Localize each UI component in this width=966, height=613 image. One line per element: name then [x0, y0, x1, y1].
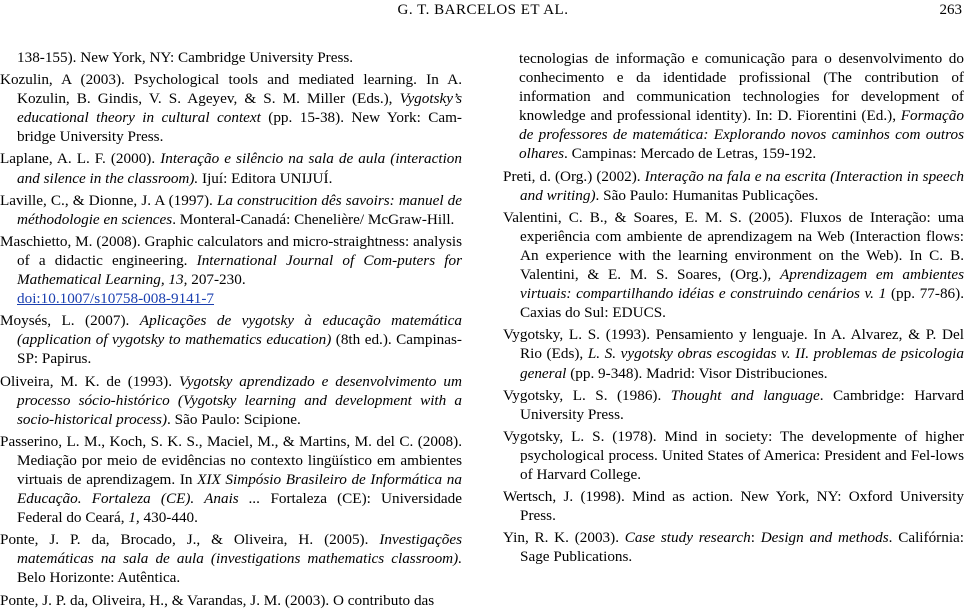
running-head-authors: G. T. BARCELOS ET AL.: [397, 2, 569, 18]
reference-entry: Passerino, L. M., Koch, S. K. S., Maciel, M., & Martins, M. del C. (2008). Mediação por meio de evidências no contexto lingüístico em ambientes virtuais de aprendizagem. In XIX Simpósio Brasileiro de Informática na Educação. Fortaleza (CE). Anais ... Fortaleza (CE): Universidade Federal do Ceará, 1, 430-440.: [0, 432, 462, 527]
running-head: [0, 0, 966, 22]
reference-entry: 138-155). New York, NY: Cambridge University Press.: [17, 49, 354, 66]
reference-entry: Oliveira, M. K. de (1993). Vygotsky aprendizado e desenvolvimento um processo sócio-histórico (Vygotsky learning and development with a socio-historical process). São Paulo: Scipione.: [0, 372, 462, 428]
reference-entry: Wertsch, J. (1998). Mind as action. New York, NY: Oxford University Press.: [503, 488, 964, 525]
references-right-column: [503, 49, 964, 569]
reference-entry: Valentini, C. B., & Soares, E. M. S. (2005). Fluxos de Interação: uma experiência com ambiente de aprendizagem na Web (Interaction flows: An experience with the learning environment on the Web). In C. B. Valentini, & E. M. S. Soares, (Org.), Aprendizagem em ambientes virtuais: compartilhando idéias e construindo cenários v. 1 (pp. 77-86). Caxias do Sul: EDUCS.: [503, 208, 964, 322]
page-number: 263: [939, 2, 962, 18]
doi-link[interactable]: doi:10.1007/s10758-008-9141-7: [17, 290, 215, 308]
references-left-column: [0, 48, 462, 613]
reference-entry: Vygotsky, L. S. (1978). Mind in society: The developmente of higher psychological process. United States of America: President and Fel-lows of Harvard College.: [503, 427, 964, 483]
reference-entry: Ponte, J. P. da, Brocado, J., & Oliveira, H. (2005). Investigações matemáticas na sala de aula (investigations mathematics classroom). Belo Horizonte: Autêntica.: [0, 531, 462, 587]
reference-entry: Vygotsky, L. S. (1993). Pensamiento y lenguaje. In A. Alvarez, & P. Del Rio (Eds), L. S. vygotsky obras escogidas v. II. problemas de psicologia general (pp. 9-348). Madrid: Visor Distribuciones.: [503, 326, 964, 382]
reference-entry: Preti, d. (Org.) (2002). Interação na fala e na escrita (Interaction in speech and writing). São Paulo: Humanitas Publicações.: [503, 167, 964, 204]
reference-entry: Laville, C., & Dionne, J. A (1997). La construcition dês savoirs: manuel de méthodologie en sciences. Monteral-Canadá: Chenelière/ McGraw-Hill.: [0, 191, 462, 228]
reference-entry: Maschietto, M. (2008). Graphic calculators and micro-straightness: analysis of a didactic engineering. International Journal of Com-puters for Mathematical Learning, 13, 207-230. doi:10.1007/s10758-008-9141-7: [0, 232, 463, 308]
reference-entry: Moysés, L. (2007). Aplicações de vygotsky à educação matemática (application of vygotsky to mathematics education) (8th ed.). Campinas-SP: Papirus.: [0, 312, 462, 368]
reference-entry: Vygotsky, L. S. (1986). Thought and language. Cambridge: Harvard University Press.: [503, 386, 964, 423]
reference-entry: tecnologias de informação e comunicação para o desenvolvimento do conhecimento e da identidade profissional (The contribution of information and communication technologies for development of knowledge and professional identity). In: D. Fiorentini (Ed.), Formação de professores de matemática: Explorando novos caminhos com outros olhares. Campinas: Mercado de Letras, 159-192.: [519, 50, 964, 163]
reference-entry: Yin, R. K. (2003). Case study research: Design and methods. Califórnia: Sage Publications.: [503, 529, 965, 566]
reference-entry: Kozulin, A (2003). Psychological tools and mediated learning. In A. Kozulin, B. Gindis, V. S. Ageyev, & S. M. Miller (Eds.), Vygotsky’s educational theory in cultural context (pp. 15-38). New York: Cam-bridge University Press.: [0, 71, 462, 146]
reference-entry: Laplane, A. L. F. (2000). Interação e silêncio na sala de aula (interaction and silence in the classroom). Ijuí: Editora UNIJUÍ.: [0, 150, 462, 187]
reference-entry: Ponte, J. P. da, Oliveira, H., & Varandas, J. M. (2003). O contributo das: [0, 591, 435, 609]
